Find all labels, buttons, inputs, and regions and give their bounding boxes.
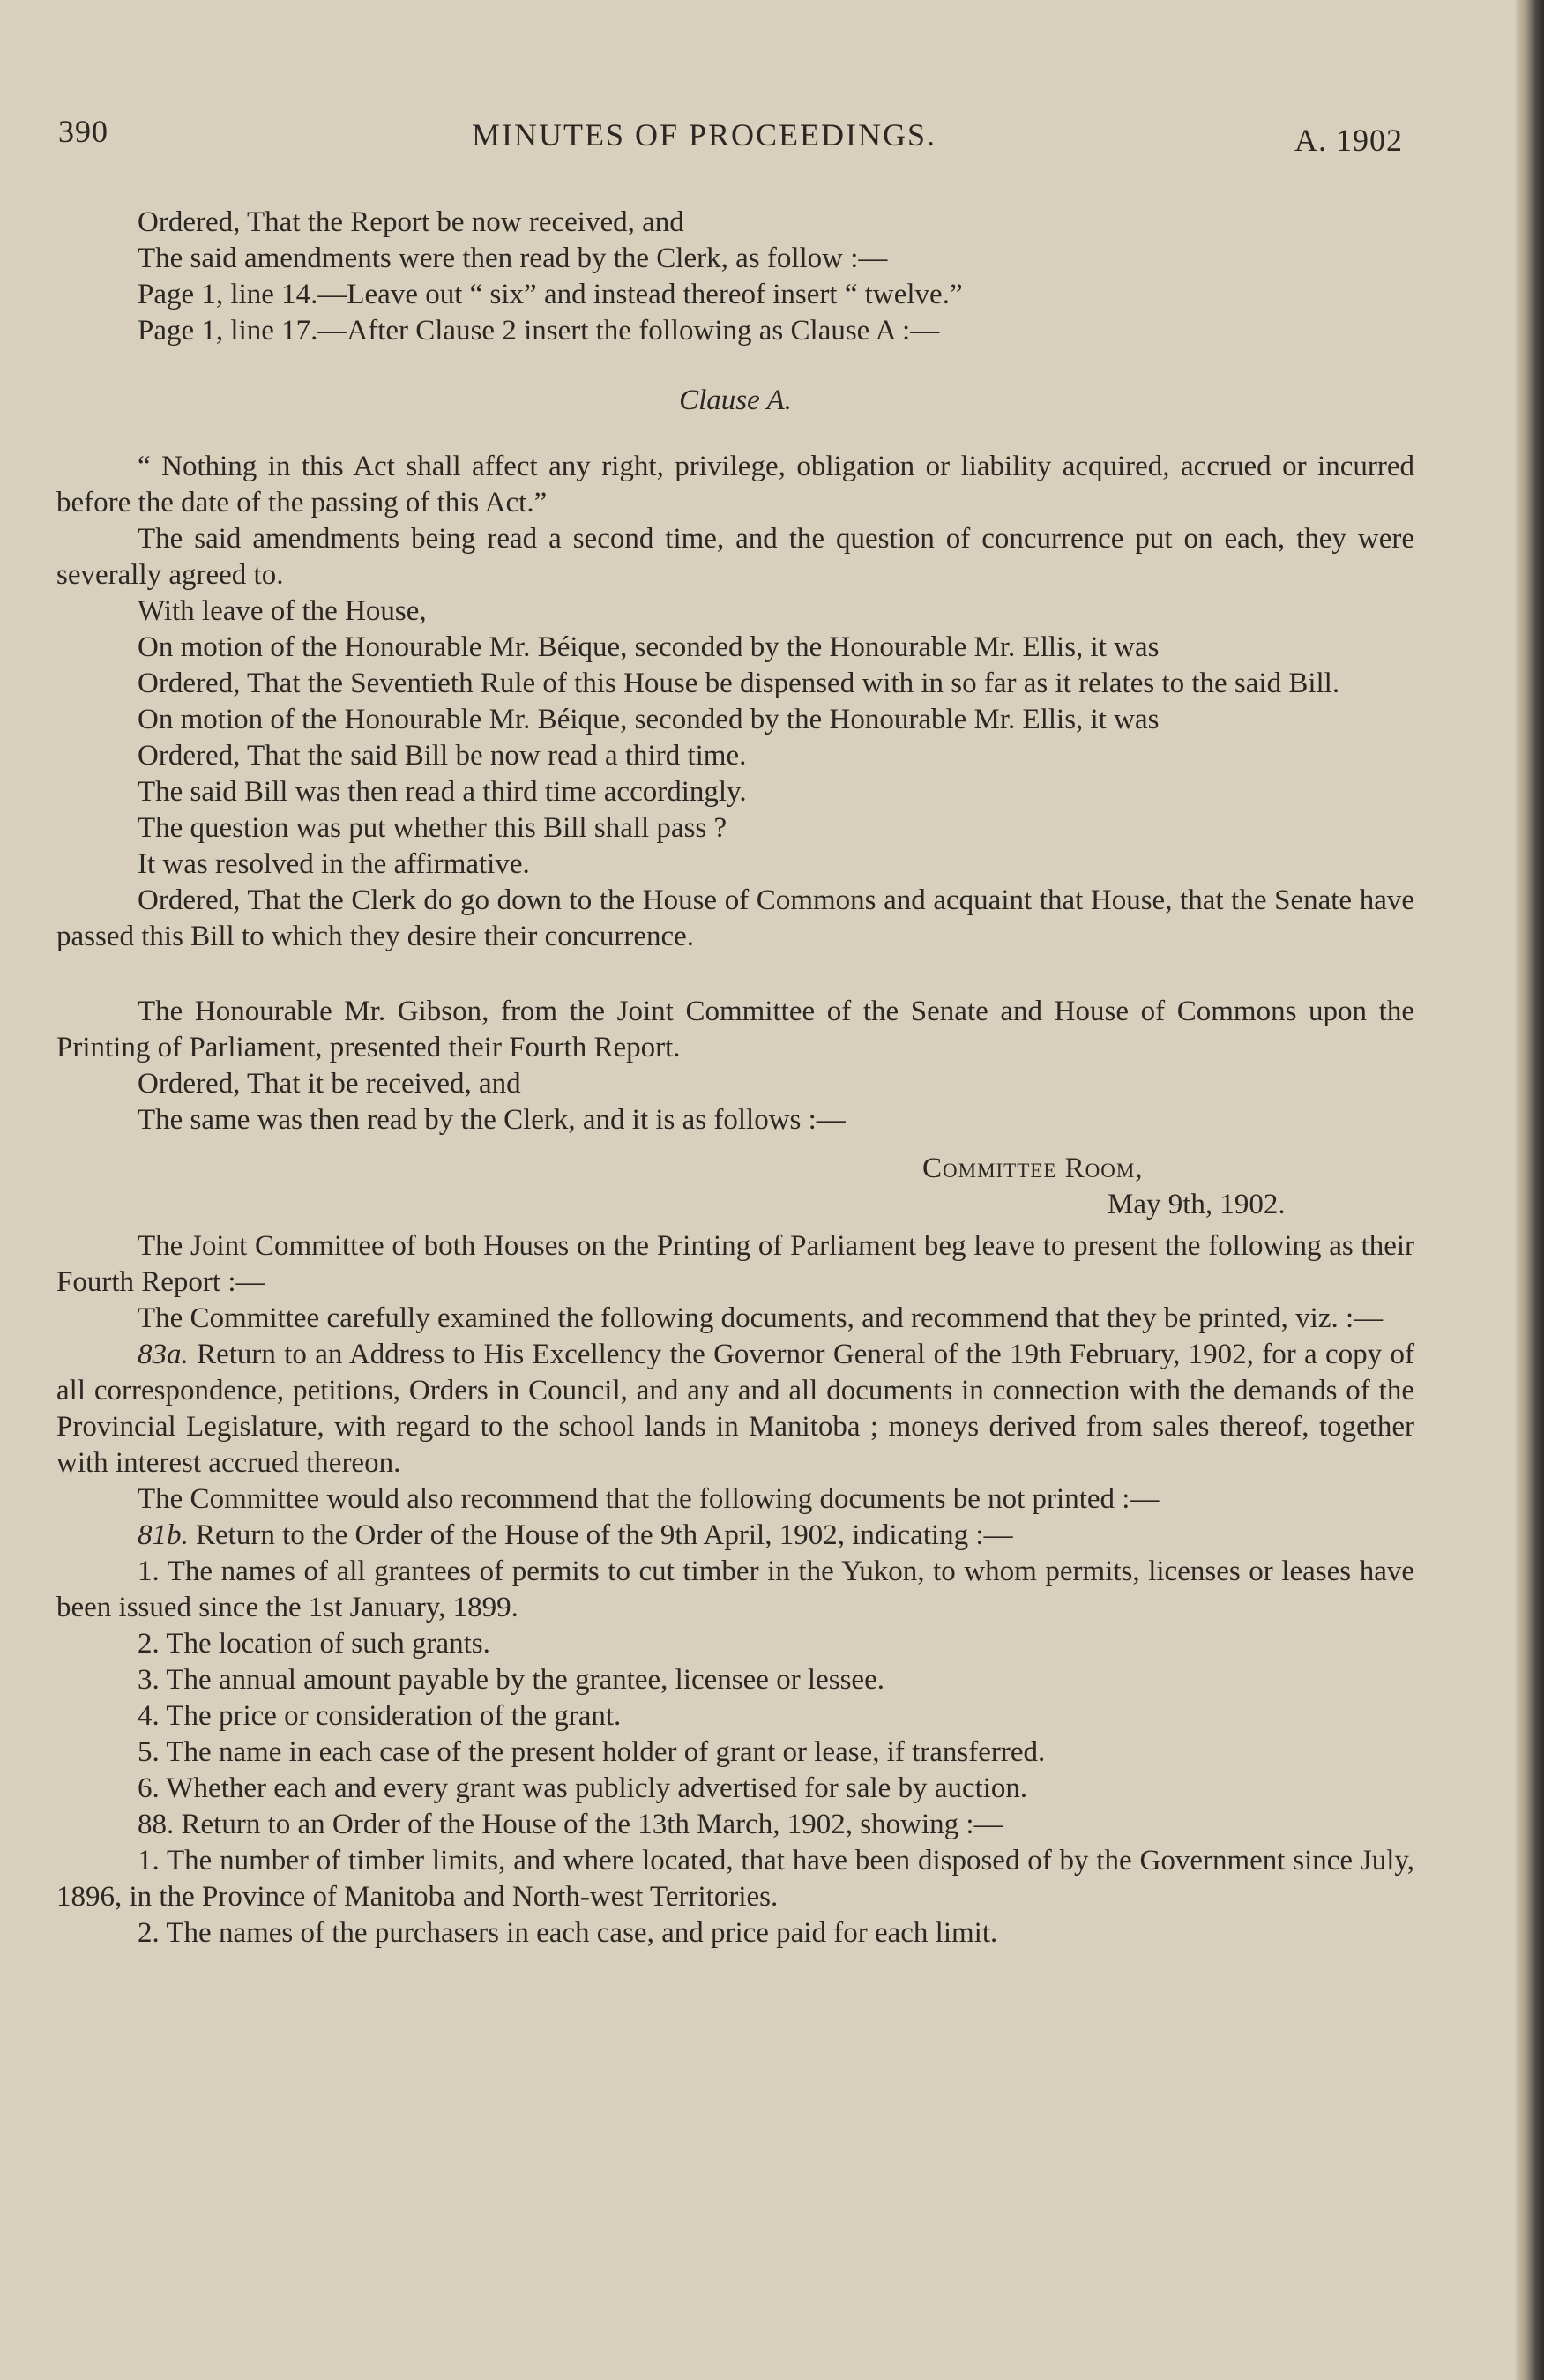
page-body [56,205,1414,1951]
paragraph: With leave of the House, [138,595,427,627]
paragraph: The same was then read by the Clerk, and it is as follows :— [138,1104,846,1136]
paragraph: On motion of the Honourable Mr. Béique, seconded by the Honourable Mr. Ellis, it was [138,704,1160,735]
paragraph: Page 1, line 17.—After Clause 2 insert the following as Clause A :— [138,315,940,347]
item-number: 81b. [138,1519,189,1551]
item-text: Return to the Order of the House of the 9th April, 1902, indicating :— [188,1519,1013,1551]
document-item-88: 88. Return to an Order of the House of the 13th March, 1902, showing :— [138,1809,1003,1840]
list-item: 3. The annual amount payable by the grantee, licensee or lessee. [138,1664,884,1696]
paragraph: On motion of the Honourable Mr. Béique, seconded by the Honourable Mr. Ellis, it was [138,631,1160,663]
paragraph: Ordered, That the Report be now received, and [138,206,684,238]
paragraph: Ordered, That the said Bill be now read a third time. [138,740,747,772]
running-title: MINUTES OF PROCEEDINGS. [472,117,937,153]
list-item: 2. The location of such grants. [138,1628,490,1660]
report-date: May 9th, 1902. [1108,1189,1286,1220]
paragraph: The question was put whether this Bill shall pass ? [138,812,727,844]
book-spine-shadow [1516,0,1544,2380]
paragraph: The Joint Committee of both Houses on the Printing of Parliament beg leave to present the following as their Fourth Report :— [56,1230,1414,1298]
paragraph: Page 1, line 14.—Leave out “ six” and instead thereof insert “ twelve.” [138,279,963,310]
item-text: Return to an Address to His Excellency the Governor General of the 19th February, 1902, for a copy of all correspondence, petitions, Orders in Council, and any and all documents in connection with the demands of the Provincial Legislature, with regard to the school lands in Manitoba ; moneys derived from sales thereof, together with interest accrued thereon. [56,1339,1414,1479]
section-gap [56,955,1414,994]
paragraph: The Committee would also recommend that the following documents be not printed :— [138,1483,1160,1515]
paragraph: The Honourable Mr. Gibson, from the Joint Committee of the Senate and House of Commons upon the Printing of Parliament, presented their Fourth Report. [56,996,1414,1063]
page-header [0,113,1544,157]
paragraph: Ordered, That the Clerk do go down to the House of Commons and acquaint that House, that the Senate have passed this Bill to which they desire their concurrence. [56,884,1414,952]
paragraph: The said amendments were then read by the Clerk, as follow :— [138,242,888,274]
list-item: 4. The price or consideration of the grant. [138,1700,622,1732]
clause-text: “ Nothing in this Act shall affect any right, privilege, obligation or liability acquired, accrued or incurred before the date of the passing of this Act.” [56,451,1414,519]
page-number: 390 [58,114,108,149]
paragraph: Ordered, That it be received, and [138,1068,521,1100]
list-item: 2. The names of the purchasers in each case, and price paid for each limit. [138,1917,998,1949]
list-item: 1. The names of all grantees of permits to cut timber in the Yukon, to whom permits, licenses or leases have been issued since the 1st January, 1899. [56,1556,1414,1623]
report-place: Committee Room, [922,1153,1144,1184]
document-item-81b [56,1518,1414,1554]
paragraph: The said amendments being read a second time, and the question of concurrence put on each, they were severally agreed to. [56,523,1414,591]
list-item: 6. Whether each and every grant was publicly advertised for sale by auction. [138,1772,1028,1804]
list-item: 1. The number of timber limits, and where located, that have been disposed of by the Government since July, 1896, in the Province of Manitoba and North-west Territories. [56,1845,1414,1913]
paragraph: The said Bill was then read a third time accordingly. [138,776,747,808]
paragraph: The Committee carefully examined the following documents, and recommend that they be printed, viz. :— [138,1302,1384,1334]
document-item-83a [56,1337,1414,1481]
paragraph: Ordered, That the Seventieth Rule of this House be dispensed with in so far as it relates to the said Bill. [138,668,1340,699]
session-year: A. 1902 [1294,123,1403,158]
item-number: 83a. [138,1339,189,1370]
clause-heading: Clause A. [679,384,792,416]
paragraph: It was resolved in the affirmative. [138,848,530,880]
list-item: 5. The name in each case of the present holder of grant or lease, if transferred. [138,1736,1046,1768]
